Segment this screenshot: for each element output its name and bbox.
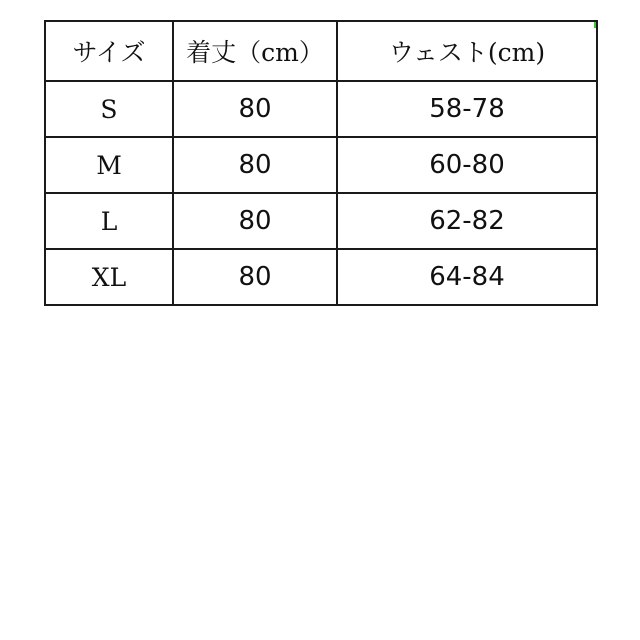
cell-length: 80 (173, 249, 337, 305)
table-row (45, 137, 597, 193)
header-size: サイズ (45, 21, 173, 81)
cell-waist: 58-78 (337, 81, 597, 137)
corner-mark (594, 22, 596, 28)
table-row (45, 249, 597, 305)
cell-size: XL (45, 249, 173, 305)
table-row (45, 81, 597, 137)
cell-size: S (45, 81, 173, 137)
cell-length: 80 (173, 137, 337, 193)
table-row (45, 193, 597, 249)
header-waist: ウェスト(cm) (337, 21, 597, 81)
cell-length: 80 (173, 81, 337, 137)
cell-length: 80 (173, 193, 337, 249)
cell-waist: 60-80 (337, 137, 597, 193)
cell-size: M (45, 137, 173, 193)
size-chart-table (44, 20, 598, 306)
cell-waist: 64-84 (337, 249, 597, 305)
cell-size: L (45, 193, 173, 249)
table-header-row (45, 21, 597, 81)
header-length: 着丈（cm） (173, 21, 337, 81)
cell-waist: 62-82 (337, 193, 597, 249)
